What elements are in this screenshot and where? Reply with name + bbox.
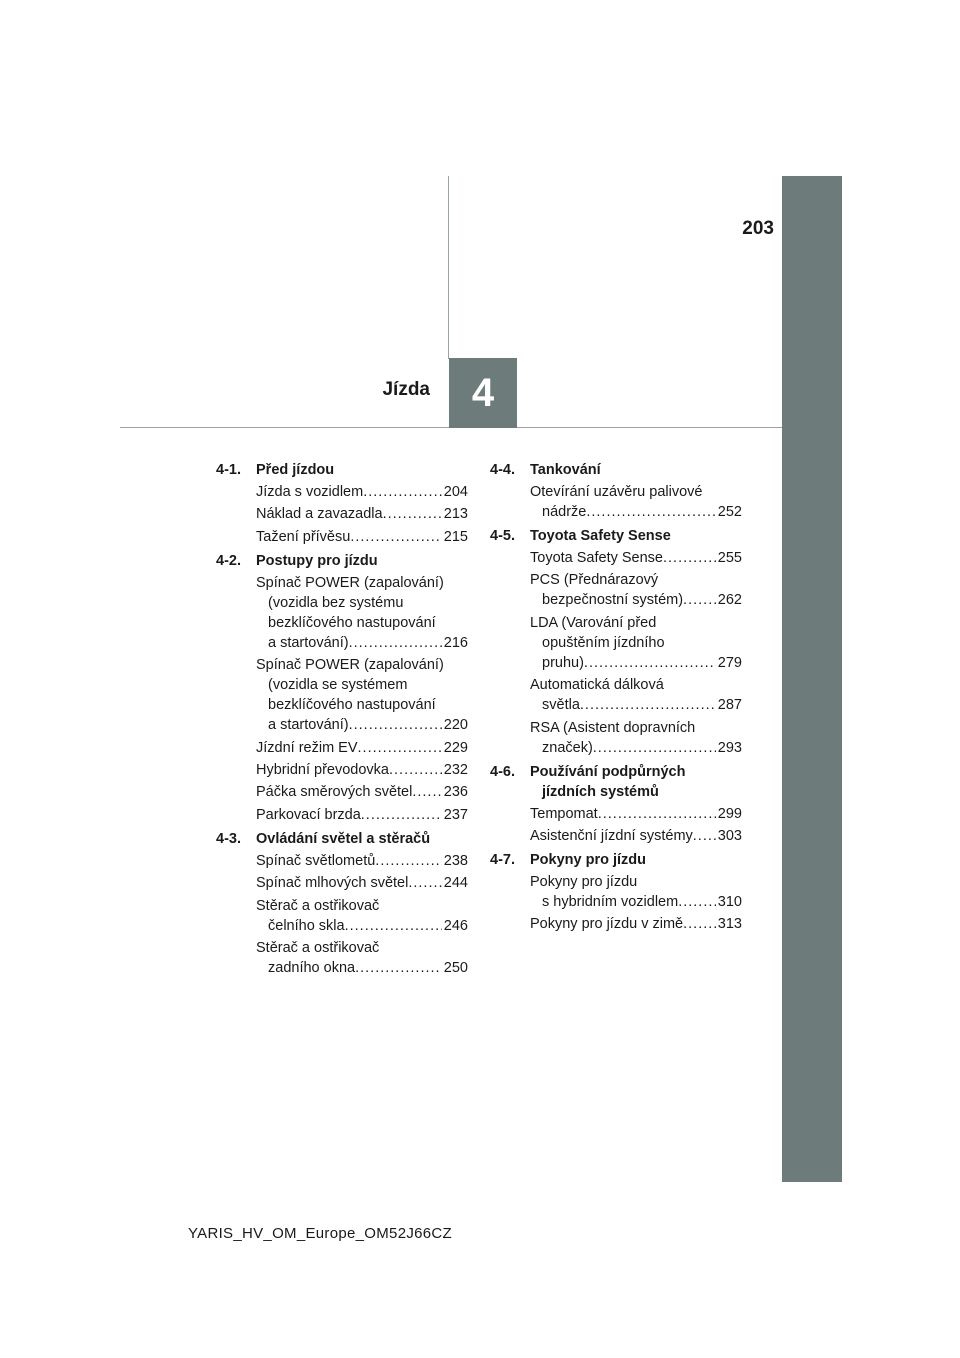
entry-text-line: Stěrač a ostřikovač: [256, 897, 380, 914]
entry-text-line: Spínač mlhových světel: [256, 875, 409, 892]
section-entries: [490, 804, 742, 846]
entry-page-number: 236: [443, 784, 468, 801]
entry-text-line: bezklíčového nastupování: [268, 697, 436, 714]
entry-text-line: RSA (Asistent dopravních: [530, 719, 696, 736]
entry-text-line: Automatická dálková: [530, 677, 664, 694]
section-title-line: jízdních systémů: [542, 783, 659, 800]
entry-page-number: 303: [717, 827, 742, 844]
entry-last-line: [256, 715, 468, 735]
entry-text-line: a startování): [268, 634, 349, 651]
entry-page-number: 238: [443, 852, 468, 869]
section-title: [530, 460, 742, 480]
dot-leader: [412, 782, 441, 802]
section-entries: [216, 573, 468, 825]
dot-leader: [375, 851, 442, 871]
entry-last-line: [530, 502, 742, 522]
section-title-line: Ovládání světel a stěračů: [256, 830, 431, 847]
entry-last-line: [530, 548, 742, 568]
section-entries: [490, 548, 742, 758]
section-heading: [490, 526, 742, 546]
section-title-line: Tankování: [530, 462, 601, 478]
entry-text-line: Jízda s vozidlem: [256, 484, 364, 500]
entry-text-line: Tempomat: [530, 805, 598, 822]
section-number: 4-7.: [490, 851, 515, 868]
entry-page-number: 287: [717, 697, 742, 714]
entry-text-line: Otevírání uzávěru palivové: [530, 484, 703, 500]
entry-text-line: čelního skla: [268, 917, 345, 934]
toc-entry[interactable]: [256, 527, 468, 547]
entry-text-line: PCS (Přednárazový: [530, 572, 659, 589]
dot-leader: [683, 914, 716, 934]
section-heading: [216, 460, 468, 480]
entry-page-number: 262: [717, 592, 742, 609]
entry-last-line: [256, 805, 468, 825]
entry-text-line: Asistenční jízdní systémy: [530, 827, 693, 844]
toc-entry[interactable]: [256, 873, 468, 893]
toc-entry[interactable]: [530, 548, 742, 568]
entry-text-line: Pokyny pro jízdu: [530, 873, 638, 890]
section-title-line: Postupy pro jízdu: [256, 552, 378, 569]
entry-text-line: a startování): [268, 717, 349, 734]
entry-page-number: 229: [443, 739, 468, 756]
entry-text-line: (vozidla bez systému: [268, 594, 404, 611]
toc-entry[interactable]: [256, 738, 468, 758]
page-number: 203: [742, 218, 774, 239]
entry-last-line: [256, 873, 468, 893]
toc-entry[interactable]: [256, 760, 468, 780]
entry-text-line: opuštěním jízdního: [542, 634, 665, 651]
dot-leader: [355, 958, 442, 978]
entry-page-number: 250: [443, 959, 468, 976]
toc-entry[interactable]: [530, 804, 742, 824]
entry-last-line: [256, 504, 468, 524]
entry-last-line: [530, 892, 742, 912]
entry-page-number: 279: [717, 654, 742, 671]
toc-column-right: [490, 460, 742, 938]
section-number: 4-6.: [490, 763, 515, 780]
toc-entry[interactable]: [256, 938, 468, 978]
entry-text-line: světla: [542, 697, 580, 714]
dot-leader: [361, 805, 442, 825]
dot-leader: [350, 527, 441, 547]
toc-section: [490, 850, 742, 934]
entry-page-number: 293: [717, 739, 742, 756]
entry-last-line: [530, 653, 742, 673]
toc-entry[interactable]: [256, 851, 468, 871]
entry-last-line: [256, 760, 468, 780]
chapter-title: Jízda: [382, 379, 430, 400]
entry-text-line: bezpečnostní systém): [542, 592, 684, 609]
dot-leader: [678, 892, 716, 912]
section-title: [530, 762, 742, 802]
toc-section: [216, 829, 468, 978]
entry-text-line: LDA (Varování před: [530, 614, 657, 631]
dot-leader: [598, 804, 716, 824]
entry-last-line: [256, 916, 468, 936]
chapter-side-tab: [782, 176, 842, 1182]
toc-entry[interactable]: [256, 805, 468, 825]
entry-last-line: [530, 590, 742, 610]
section-heading: [490, 460, 742, 480]
toc-entry[interactable]: [530, 675, 742, 715]
entry-last-line: [256, 851, 468, 871]
entry-page-number: 220: [443, 717, 468, 734]
section-entries: [490, 482, 742, 522]
section-number: 4-1.: [216, 462, 241, 478]
entry-last-line: [256, 527, 468, 547]
dot-leader: [408, 873, 441, 893]
entry-text-line: Pokyny pro jízdu v zimě: [530, 916, 684, 933]
toc-entry[interactable]: [530, 914, 742, 934]
entry-page-number: 313: [717, 916, 742, 933]
section-title: [256, 551, 468, 571]
toc-section: [490, 460, 742, 522]
toc-entry[interactable]: [256, 482, 468, 502]
dot-leader: [586, 502, 715, 522]
section-number: 4-5.: [490, 528, 515, 544]
entry-text-line: nádrže: [542, 504, 587, 520]
section-title-line: Před jízdou: [256, 462, 335, 478]
toc-entry[interactable]: [530, 872, 742, 912]
entry-last-line: [256, 782, 468, 802]
entry-last-line: [256, 738, 468, 758]
section-number: 4-2.: [216, 552, 241, 569]
entry-text-line: Parkovací brzda: [256, 806, 361, 823]
dot-leader: [584, 653, 716, 673]
dot-leader: [349, 715, 442, 735]
section-heading: [216, 551, 468, 571]
header-vertical-rule: [448, 176, 449, 359]
dot-leader: [693, 826, 716, 846]
toc-entry[interactable]: [530, 482, 742, 522]
entry-text-line: pruhu): [542, 654, 584, 671]
entry-page-number: 216: [443, 634, 468, 651]
dot-leader: [580, 695, 716, 715]
entry-last-line: [530, 804, 742, 824]
entry-last-line: [256, 482, 468, 502]
entry-last-line: [256, 958, 468, 978]
toc-entry[interactable]: [530, 613, 742, 673]
entry-text-line: Páčka směrových světel: [256, 784, 413, 801]
dot-leader: [345, 916, 442, 936]
toc-entry[interactable]: [256, 573, 468, 653]
entry-text-line: Stěrač a ostřikovač: [256, 939, 380, 956]
entry-text-line: Spínač světlometů: [256, 852, 376, 869]
chapter-number-box: 4: [449, 358, 517, 428]
entry-page-number: 299: [717, 805, 742, 822]
section-number: 4-3.: [216, 830, 241, 847]
section-heading: [490, 850, 742, 870]
section-title: [256, 829, 468, 849]
toc-entry[interactable]: [256, 896, 468, 936]
section-number: 4-4.: [490, 462, 515, 478]
dot-leader: [593, 738, 716, 758]
dot-leader: [363, 482, 442, 502]
section-heading: [490, 762, 742, 802]
entry-page-number: 237: [443, 806, 468, 823]
section-title: [530, 850, 742, 870]
toc-section: [490, 762, 742, 846]
document-footer: YARIS_HV_OM_Europe_OM52J66CZ: [187, 1225, 453, 1242]
entry-page-number: 213: [443, 506, 468, 523]
section-title-line: Toyota Safety Sense: [530, 528, 671, 544]
toc-entry[interactable]: [530, 718, 742, 758]
toc-entry[interactable]: [256, 655, 468, 735]
toc-section: [216, 551, 468, 825]
entry-page-number: 215: [443, 528, 468, 545]
entry-text-line: Jízdní režim EV: [256, 739, 358, 756]
dot-leader: [389, 760, 442, 780]
entry-text-line: Spínač POWER (zapalování): [256, 657, 444, 674]
entry-text-line: s hybridním vozidlem: [542, 893, 679, 910]
toc-entry[interactable]: [530, 570, 742, 610]
section-entries: [490, 872, 742, 934]
toc-section: [216, 460, 468, 547]
entry-text-line: zadního okna: [268, 959, 356, 976]
section-title-line: Pokyny pro jízdu: [530, 851, 647, 868]
entry-text-line: bezklíčového nastupování: [268, 614, 436, 631]
toc-entry[interactable]: [530, 826, 742, 846]
entry-page-number: 255: [717, 550, 742, 566]
toc-column-left: [216, 460, 468, 982]
entry-last-line: [530, 826, 742, 846]
entry-text-line: (vozidla se systémem: [268, 677, 408, 694]
section-entries: [216, 851, 468, 978]
entry-last-line: [530, 695, 742, 715]
toc-entry[interactable]: [256, 504, 468, 524]
entry-text-line: Tažení přívěsu: [256, 528, 351, 545]
dot-leader: [663, 548, 716, 568]
dot-leader: [358, 738, 442, 758]
section-title-line: Používání podpůrných: [530, 763, 686, 780]
entry-last-line: [256, 633, 468, 653]
section-title: [530, 526, 742, 546]
entry-page-number: 246: [443, 917, 468, 934]
entry-page-number: 232: [443, 761, 468, 778]
entry-page-number: 310: [717, 893, 742, 910]
entry-page-number: 204: [443, 484, 468, 500]
entry-text-line: Spínač POWER (zapalování): [256, 574, 444, 591]
section-heading: [216, 829, 468, 849]
dot-leader: [383, 504, 442, 524]
dot-leader: [683, 590, 716, 610]
entry-page-number: 244: [443, 875, 468, 892]
entry-text-line: Hybridní převodovka: [256, 761, 389, 778]
entry-text-line: Náklad a zavazadla: [256, 506, 383, 523]
toc-entry[interactable]: [256, 782, 468, 802]
toc-section: [490, 526, 742, 758]
section-entries: [216, 482, 468, 547]
entry-last-line: [530, 914, 742, 934]
entry-text-line: značek): [542, 739, 593, 756]
dot-leader: [349, 633, 442, 653]
entry-last-line: [530, 738, 742, 758]
entry-text-line: Toyota Safety Sense: [530, 550, 663, 566]
section-title: [256, 460, 468, 480]
entry-page-number: 252: [717, 504, 742, 520]
